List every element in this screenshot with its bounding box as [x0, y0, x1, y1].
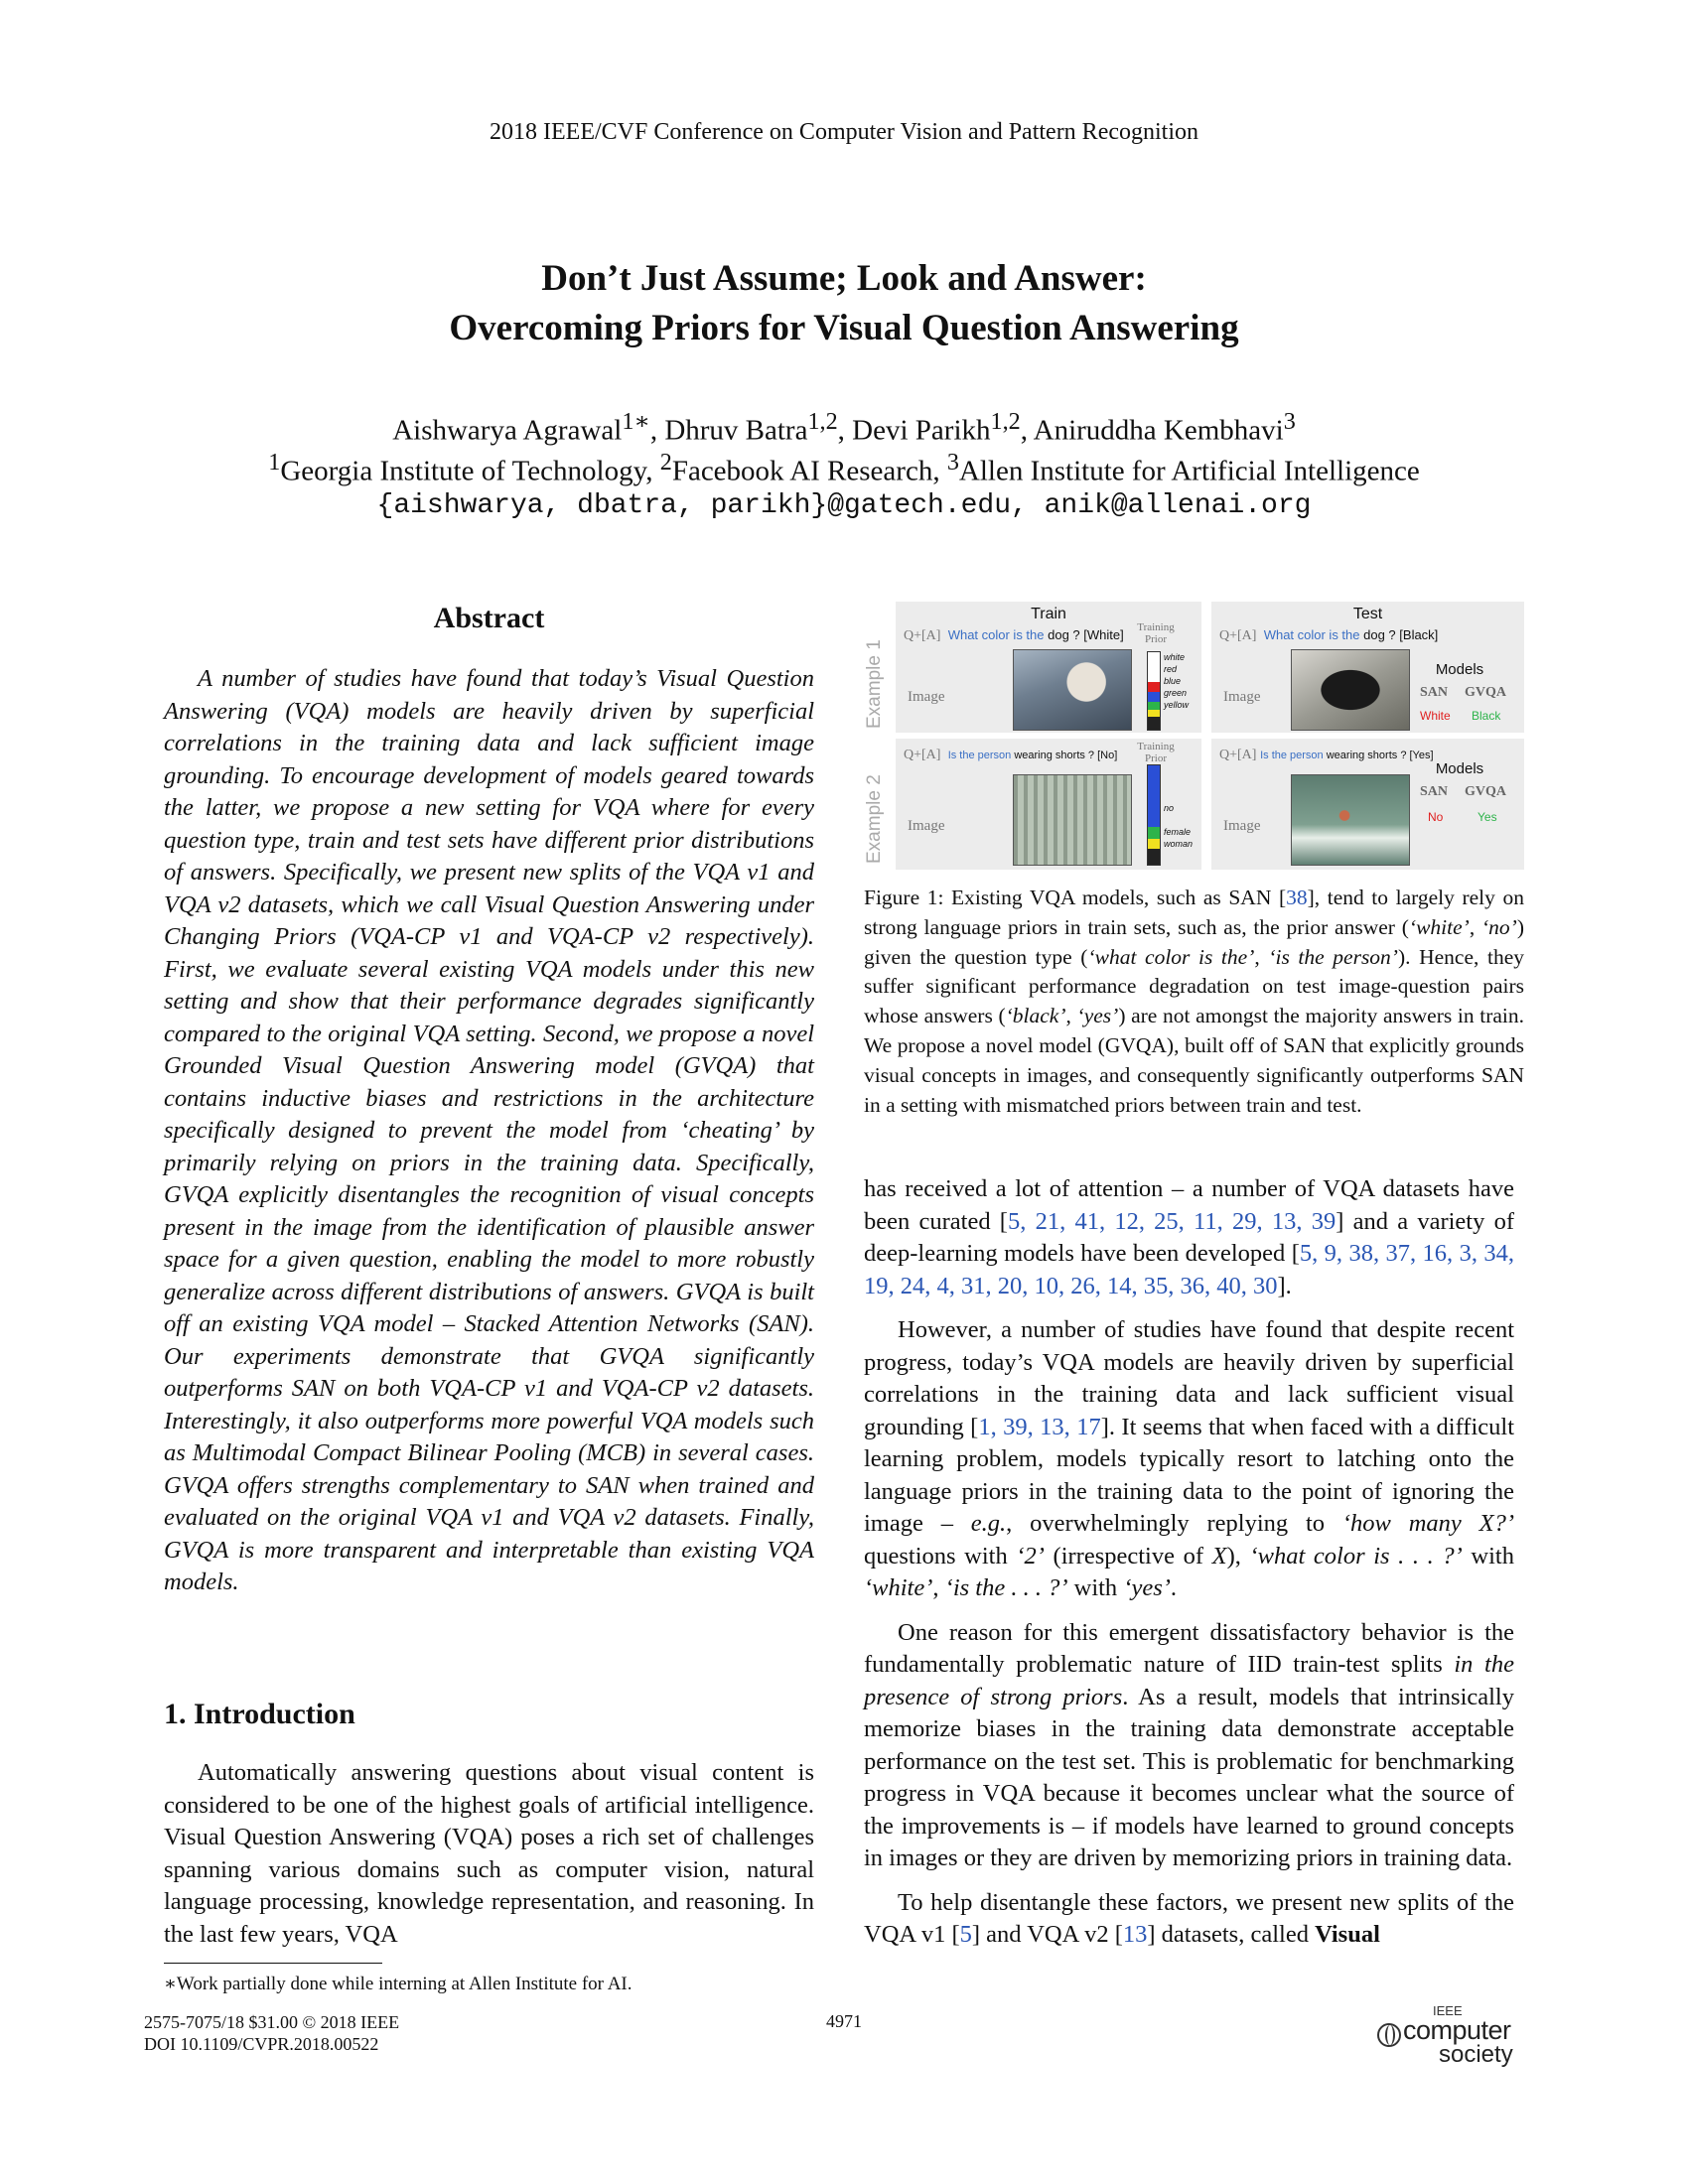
surfer-photo	[1291, 774, 1410, 866]
prior-bar-1	[1147, 651, 1161, 731]
san-label: SAN	[1420, 685, 1449, 700]
training-prior-label: Training Prior	[1137, 741, 1175, 764]
question-type: What color is the	[947, 627, 1045, 642]
san-answer-2: No	[1428, 810, 1444, 824]
abstract-paragraph: A number of studies have found that today’s Visual Question Answering (VQA) models are heavily driven by superficial correlations in the training data and lack sufficient image grounding. To encourage development of models geared towards the latter, we propose a new setting for VQA where for every question type, train and test sets have different prior distributions of answers. Specifically, we present new splits of the VQA v1 and VQA v2 datasets, which we call Visual Question Answering under Changing Priors (VQA-CP v1 and VQA-CP v2 respectively). First, we evaluate several existing VQA models under this new setting and show that their performance degrades significantly compared to the original VQA setting. Second, we propose a novel Grounded Visual Question Answering model (GVQA) that contains inductive biases and restrictions in the architecture specifically designed to prevent the model from ‘cheating’ by primarily relying on priors in the training data. Specifically, GVQA explicitly disentangles the recognition of visual concepts present in the image from the identification of plausible answer space for a given question, enabling the model to more robustly generalize across different distributions of answers. GVQA is built off an existing VQA model – Stacked Attention Networks (SAN). Our experiments demonstrate that GVQA significantly outperforms SAN on both VQA-CP v1 and VQA-CP v2 datasets. Interestingly, it also outperforms more powerful VQA models such as Multimodal Compact Bilinear Pooling (MCB) in several cases. GVQA offers strengths complementary to SAN when trained and evaluated on the original VQA v1 and VQA v2 datasets. Finally, GVQA is more transparent and interpretable than existing VQA models.	[164, 665, 814, 1595]
affil-sup: 1	[268, 449, 281, 476]
example-1-label: Example 1	[864, 639, 885, 729]
dog-photo-black	[1291, 649, 1410, 731]
author-sup: 1∗	[622, 408, 650, 435]
page-number: 4971	[826, 2011, 862, 2031]
image-label: Image	[1223, 689, 1261, 705]
train-question-1	[904, 627, 1124, 644]
author-sup: 1,2	[807, 408, 838, 435]
affil-sup: 3	[946, 449, 959, 476]
question-type: What color is the	[1263, 627, 1360, 642]
citation-link[interactable]: 5	[959, 1921, 972, 1948]
question-rest: dog ?	[1044, 627, 1084, 642]
paragraph: To help disentangle these factors, we present new splits of the VQA v1 [5] and VQA v2 [13] datasets, called Visual	[864, 1888, 1514, 1948]
answer: [White]	[1083, 627, 1124, 642]
logo-society-text: society	[1439, 2041, 1513, 2068]
qa-label: Q+[A]	[1219, 628, 1257, 643]
logo-computer-text: computer	[1403, 2015, 1511, 2045]
models-label: Models	[1435, 760, 1484, 777]
question-rest: dog ?	[1359, 627, 1400, 642]
paragraph: One reason for this emergent dissatisfactory behavior is the fundamentally problematic nature of IID train-test splits in the presence of strong priors. As a result, models that intrinsically memorize biases in the training data demonstrate acceptable performance on the test set. This is problematic for benchmarking progress in VQA because it becomes unclear what the source of the improvements is – if models have learned to ground concepts in images or they are driven by memorizing priors in training data.	[864, 1618, 1514, 1871]
training-prior-label: Training Prior	[1137, 621, 1175, 645]
right-column-text	[864, 1173, 1514, 1964]
author-sup: 1,2	[990, 408, 1021, 435]
author-name: Aishwarya Agrawal	[392, 414, 623, 447]
question-rest: wearing shorts ?	[1011, 750, 1098, 761]
author-emails: {aishwarya, dbatra, parikh}@gatech.edu, anik@allenai.org	[376, 490, 1312, 521]
conference-header: 2018 IEEE/CVF Conference on Computer Vision and Pattern Recognition	[490, 119, 1198, 145]
doi: DOI 10.1109/CVPR.2018.00522	[144, 2034, 379, 2054]
train-panel-2	[896, 739, 1201, 870]
gvqa-answer-1: Black	[1472, 709, 1501, 723]
abstract-text	[164, 663, 814, 1611]
prior-answers-1: white red blue green yellow	[1164, 652, 1190, 710]
train-panel-1	[896, 602, 1201, 733]
prior-answers-2: no female woman	[1164, 803, 1194, 849]
citation-link[interactable]: 13	[1122, 1921, 1148, 1948]
image-label: Image	[908, 818, 945, 834]
citation-link[interactable]: 38	[1286, 886, 1308, 909]
test-panel-2	[1211, 739, 1524, 870]
gvqa-label: GVQA	[1465, 685, 1506, 700]
abstract-heading: Abstract	[433, 602, 545, 634]
figure-1-caption: Figure 1: Existing VQA models, such as SAN [38], tend to largely rely on strong language priors in train sets, such as, the prior answer (‘white’, ‘no’) given the question type (‘what color is the’, ‘is the person’). Hence, they suffer significant performance degradation on test image-question pairs whose answers (‘black’, ‘yes’) are not amongst the majority answers in train. We propose a novel model (GVQA), built off of SAN that explicitly grounds visual concepts in images, and consequently significantly outperforms SAN in a setting with mismatched priors between train and test.	[864, 886, 1525, 1117]
issn-copyright: 2575-7075/18 $31.00 © 2018 IEEE	[144, 2012, 400, 2032]
models-label: Models	[1435, 661, 1484, 678]
intro-paragraph: Automatically answering questions about visual content is considered to be one of the highest goals of artificial intelligence. Visual Question Answering (VQA) poses a rich set of challenges spanning various domains such as computer vision, natural language processing, knowledge representation, and reasoning. In the last few years, VQA	[164, 1759, 814, 1948]
author-name: Dhruv Batra	[664, 414, 808, 447]
citation-link[interactable]: 5, 9, 38, 37, 16, 3, 34, 19, 24, 4, 31, 20, 10, 26, 14, 35, 36, 40, 30	[864, 1240, 1514, 1299]
qa-label: Q+[A]	[904, 628, 941, 643]
author-name: Aniruddha Kembhavi	[1033, 414, 1284, 447]
affil-name: Georgia Institute of Technology,	[280, 455, 660, 487]
image-label: Image	[908, 689, 945, 705]
qa-label: Q+[A]	[904, 748, 941, 762]
answer: [Black]	[1399, 627, 1439, 642]
question-rest: wearing shorts ?	[1323, 750, 1410, 761]
intro-text	[164, 1757, 814, 1963]
train-title: Train	[1031, 606, 1066, 622]
paragraph: has received a lot of attention – a number of VQA datasets have been curated [5, 21, 41, 12, 25, 11, 29, 13, 39] and a variety of deep-learning models have been developed [5, 9, 38, 37, 16, 3, 34, 19, 24, 4, 31, 20, 10, 26, 14, 35, 36, 40, 30].	[864, 1175, 1515, 1299]
globe-icon	[1377, 2023, 1401, 2047]
author-name: Devi Parikh	[852, 414, 991, 447]
author-sup: 3	[1283, 408, 1296, 435]
author-list: Aishwarya Agrawal$^{1∗}$, Dhruv Batra$^{1,2}$, Devi Parikh$^{1,2}$, Aniruddha Kembhavi$^3$	[392, 408, 1296, 447]
gvqa-label: GVQA	[1465, 784, 1506, 799]
ieee-computer-society-logo	[1365, 2003, 1534, 2067]
logo-ieee-text: IEEE	[1433, 2003, 1463, 2018]
skateboarder-photo	[1013, 774, 1132, 866]
intro-heading: 1. Introduction	[164, 1698, 355, 1730]
citation-link[interactable]: 5, 21, 41, 12, 25, 11, 29, 13, 39	[1007, 1207, 1336, 1235]
test-title: Test	[1352, 606, 1383, 622]
answer: [No]	[1097, 750, 1118, 761]
title-line-1: Don’t Just Assume; Look and Answer:	[541, 258, 1147, 299]
example-2-label: Example 2	[864, 774, 885, 864]
affil-name: Facebook AI Research,	[671, 455, 947, 487]
paper-title	[0, 254, 1688, 353]
gvqa-answer-2: Yes	[1477, 810, 1497, 824]
affiliations	[0, 449, 1688, 488]
affil-sup: 2	[659, 449, 672, 476]
test-question-1	[1219, 627, 1438, 644]
question-type: Is the person	[947, 750, 1012, 761]
footnote-rule	[164, 1963, 382, 1964]
san-answer-1: White	[1420, 709, 1451, 723]
citation-link[interactable]: 1, 39, 13, 17	[978, 1413, 1101, 1440]
title-line-2: Overcoming Priors for Visual Question Answering	[449, 308, 1239, 348]
dog-photo-white	[1013, 649, 1132, 731]
paragraph: However, a number of studies have found that despite recent progress, today’s VQA models are heavily driven by superficial correlations in the training data and lack sufficient visual grounding [1, 39, 13, 17]. It seems that when faced with a difficult learning problem, models typically resort to latching onto the language priors in the training data to the point of ignoring the image – e.g., overwhelmingly replying to ‘how many X?’ questions with ‘2’ (irrespective of X), ‘what color is . . . ?’ with ‘white’, ‘is the . . . ?’ with ‘yes’.	[864, 1316, 1515, 1601]
san-label: SAN	[1420, 784, 1449, 799]
affil-name: Allen Institute for Artificial Intelligence	[958, 455, 1420, 487]
image-label: Image	[1223, 818, 1261, 834]
figure-1	[864, 602, 1524, 870]
answer: [Yes]	[1409, 750, 1434, 761]
question-type: Is the person	[1260, 750, 1324, 761]
footnote: ∗Work partially done while interning at Allen Institute for AI.	[164, 1974, 633, 1994]
test-panel-1	[1211, 602, 1524, 733]
qa-label: Q+[A]	[1219, 748, 1257, 762]
prior-bar-2	[1147, 764, 1161, 866]
train-question-2	[904, 747, 1117, 763]
